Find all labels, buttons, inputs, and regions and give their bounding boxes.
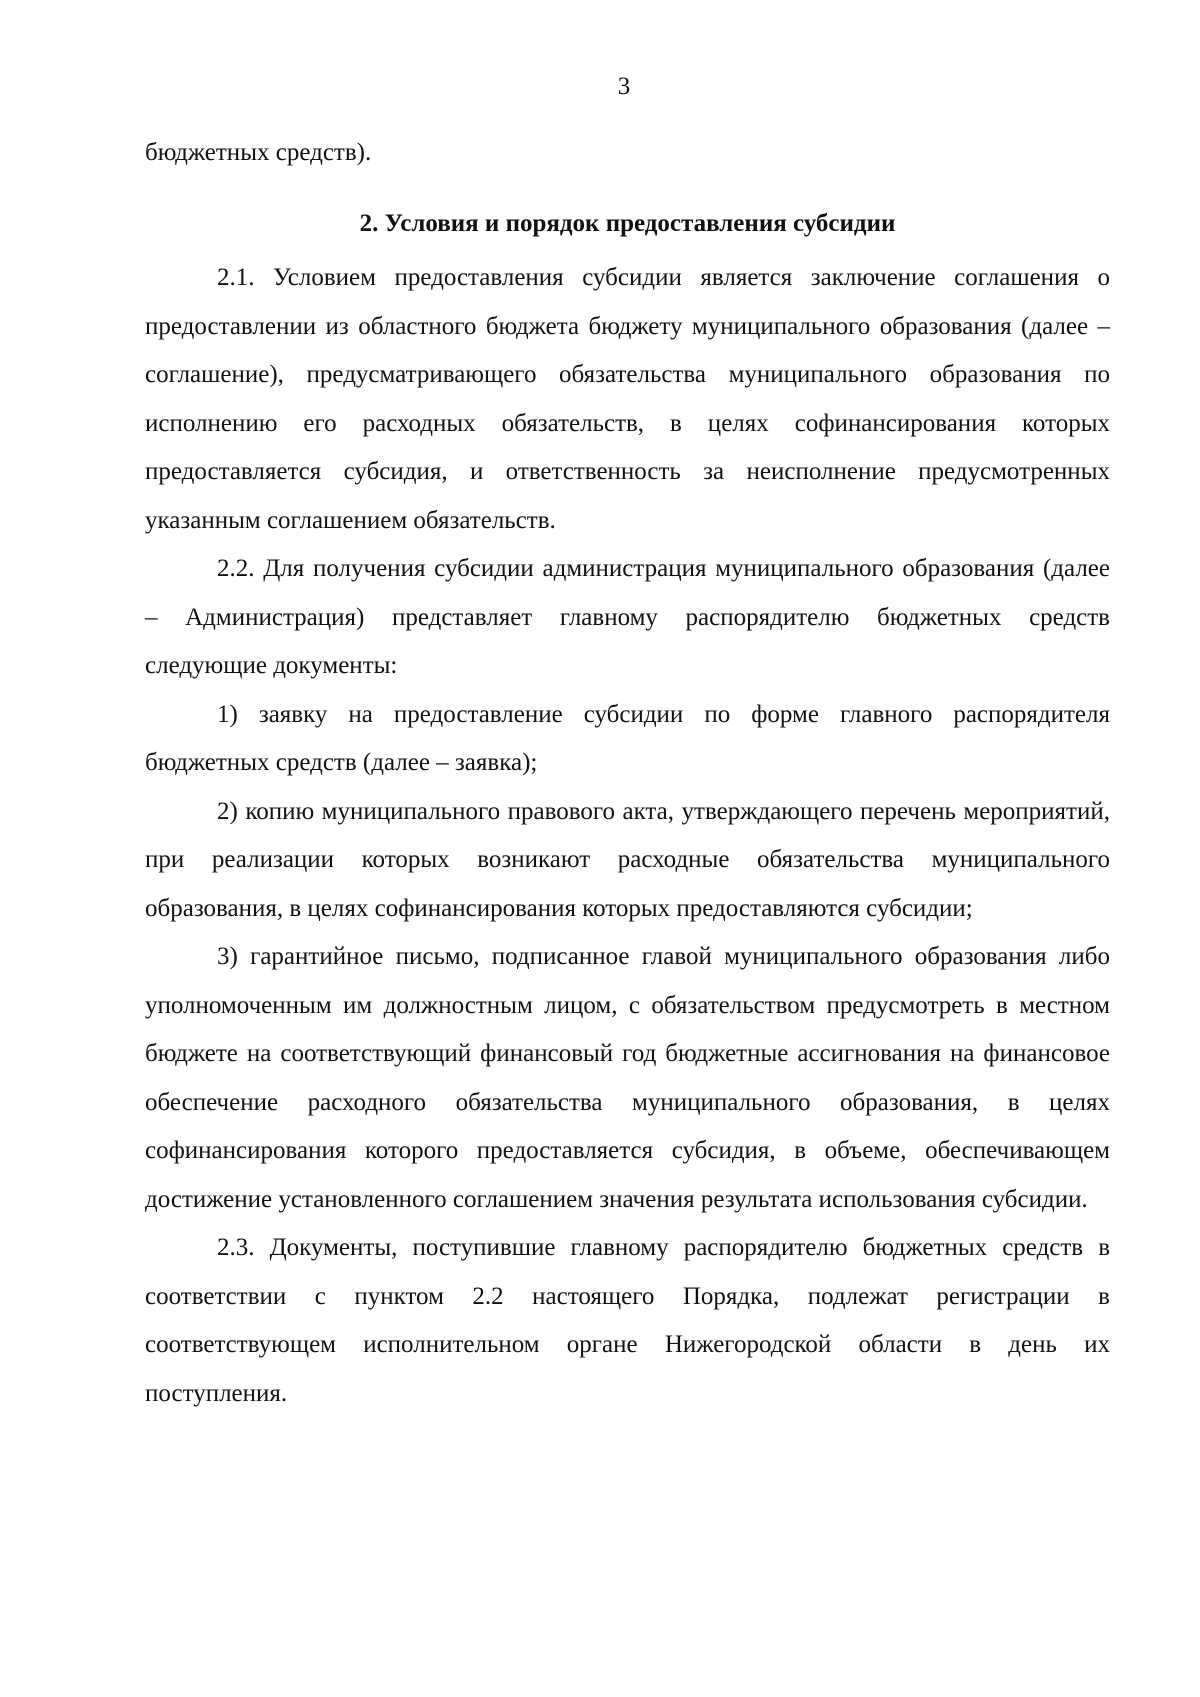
- list-item-1: 1) заявку на предоставление субсидии по форме главного распорядителя бюджетных средств (далее – заявка);: [145, 700, 1110, 776]
- list-item-2: 2) копию муниципального правового акта, утверждающего перечень мероприятий, при реализации которых возникают расходные обязательства муниципального образования, в целях софинансирования которых предоставляются субсидии;: [145, 797, 1110, 922]
- paragraph-block: [145, 254, 1110, 1418]
- continuation-line: бюджетных средств).: [145, 139, 372, 166]
- page-number: 3: [617, 73, 631, 100]
- list-item-3: 3) гарантийное письмо, подписанное главой муниципального образования либо уполномоченным им должностным лицом, с обязательством предусмотреть в местном бюджете на соответствующий финансовый год бюджетные ассигнования на финансовое обеспечение расходного обязательства муниципального образования, в целях софинансирования которого предоставляется субсидия, в объеме, обеспечивающем достижение установленного соглашением значения результата использования субсидии.: [145, 943, 1110, 1213]
- paragraph-2-2: 2.2. Для получения субсидии администрация муниципального образования (далее – Администрация) представляет главному распорядителю бюджетных средств следующие документы:: [145, 555, 1110, 679]
- section: [145, 200, 1110, 249]
- paragraph-2-1: 2.1. Условием предоставления субсидии является заключение соглашения о предоставлении из областного бюджета бюджету муниципального образования (далее – соглашение), предусматривающего обязательства муниципального образования по исполнению его расходных обязательств, в целях софинансирования которых предоставляется субсидия, и ответственность за неисполнение предусмотренных указанным соглашением обязательств.: [145, 264, 1110, 534]
- section-heading: 2. Условия и порядок предоставления субсидии: [359, 210, 896, 237]
- body-text: [145, 129, 1110, 178]
- paragraph-2-3: 2.3. Документы, поступившие главному распорядителю бюджетных средств в соответствии с пунктом 2.2 настоящего Порядка, подлежат регистрации в соответствующем исполнительном органе Нижегородской области в день их поступления.: [145, 1234, 1110, 1407]
